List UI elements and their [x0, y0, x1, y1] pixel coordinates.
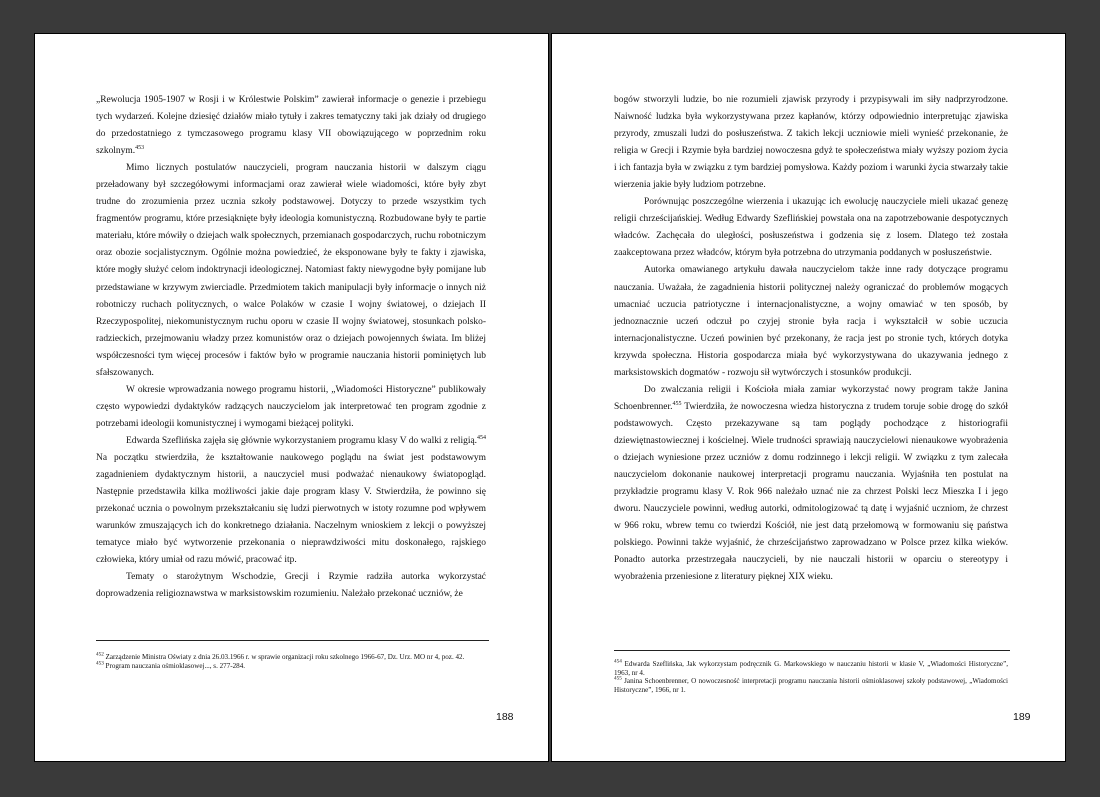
- footnote: $^{453}$ Program nauczania ośmioklasowej..., s. 277-284.: [96, 660, 246, 670]
- paragraph: Porównując poszczególne wierzenia i ukazując ich ewolucję nauczyciele mieli ukazać genezę religii chrześcijańskiej. Według Edwardy Szeflińskiej powstała ona na zapotrzebowanie despotycznych władców. Zachęcała do uległości, posłuszeństwa i godzenia się z losem. Dlatego też została zaakceptowana przez władców, którym była potrzebna do utrzymania poddanych w posłuszeństwie.: [614, 197, 1008, 259]
- footnote-reference: 453: [135, 145, 145, 151]
- footnote-separator: [614, 650, 1010, 651]
- paragraph: bogów stworzyli ludzie, bo nie rozumieli zjawisk przyrody i przypisywali im siły nadprzyrodzone. Naiwność ludzka była wykorzystywana przez kapłanów, którzy odpowiednio interpretując zjawiska przyrody, zmuszali ludzi do posłuszeństwa. Z takich lekcji uczniowie mieli wynieść przekonanie, że religia w Grecji i Rzymie była bardziej nowoczesna gdyż te społeczeństwa miały wyższy poziom życia i ich fantazja była w związku z tym bardziej pomysłowa. Każdy poziom i warunki życia stwarzały takie wierzenia jakie były ludziom potrzebne.: [614, 95, 1008, 191]
- footnote-number: 455: [614, 675, 622, 682]
- footnote-reference: 454: [477, 434, 486, 441]
- footnote: $^{452}$ Zarządzenie Ministra Oświaty z dnia 26.03.1966 r. w sprawie organizacji roku szkolnego 1966-67, Dz. Urz. MO nr 4, poz. 42.: [96, 651, 465, 661]
- paragraph: Autorka omawianego artykułu dawała nauczycielom także inne rady dotyczące programu nauczania. Uważała, że zagadnienia historii politycznej należy ograniczać do problemów mogących umacniać uczucia patriotyczne i internacjonalistyczne, a wojny omawiać w ten sposób, by jednoznacznie uczeń odczuł po czyjej stronie była racja i wykształcił w sobie uczucia internacjonalistyczne. Uczeń powinien być przekonany, że racja jest po stronie tych, których dotyka krzywda społeczna. Historia gospodarcza miała być wykorzystywana do ukazywania jednego z marksistowskich dogmatów - rozwoju sił wytwórczych i stosunków produkcji.: [614, 265, 1008, 378]
- paragraph: „Rewolucja 1905-1907 w Rosji i w Królestwie Polskim” zawierał informacje o genezie i przebiegu tych wydarzeń. Kolejne dziesięć działów miało tytuły i zakres tematyczny taki jak działy od drugiego do przedostatniego z tymczasowego programu klasy VII obowiązującego w poprzednim roku szkolnym.$^{453}$: [96, 95, 486, 157]
- footnote-number: 454: [614, 658, 622, 665]
- left-page-body: [96, 92, 486, 603]
- footnote: $^{454}$ Edwarda Szeflińska, Jak wykorzystam podręcznik G. Markowskiego w nauczaniu historii w klasie V, „Wiadomości Historyczne”, 1963, nr 4.: [614, 658, 1008, 677]
- paragraph: Tematy o starożytnym Wschodzie, Grecji i Rzymie radziła autorka wykorzystać doprowadzenia religioznawstwa w marksistowskim rozumieniu. Należało przekonać uczniów, że: [96, 572, 486, 600]
- paragraph: Do zwalczania religii i Kościoła miała zamiar wykorzystać nowy program także Janina Schoenbrenner.$^{455}$ Twierdziła, że nowoczesna wiedza historyczna z trudem toruje sobie drogę do szkół podstawowych. Często przekazywane są tam poglądy pochodzące z historiografii dziewiętnastowiecznej i kościelnej. Wiele trudności sprawiają nauczycielowi nienaukowe wyobrażenia o dziejach wyniesione przez uczniów z domu rodzinnego i lekcji religii. W związku z tym zalecała nauczycielom dokonanie naukowej interpretacji programu nauczania. Wyjaśniła ten postulat na przykładzie programu klasy V. Rok 966 należało uznać nie za chrzest Polski lecz Mieszka I i jego dworu. Nauczyciele powinni, według autorki, odmitologizować tą datę i wyjaśnić uczniom, że chrzest w 966 roku, wbrew temu co twierdzi Kościół, nie jest datą przełomową w formowaniu się państwa polskiego. Powinni także wyjaśnić, że chrześcijaństwo zaprowadzano w Polsce przez kilka wieków. Ponadto autorka przestrzegała nauczycieli, by nie nauczali historii w oparciu o stereotypy i wyobrażenia przeniesione z literatury pięknej XIX wieku.: [614, 384, 1008, 583]
- footnote: $^{455}$ Janina Schoenbrenner, O nowoczesność interpretacji programu nauczania historii ośmioklasowej szkoły podstawowej, „Wiadomości Historyczne”, 1966, nr 1.: [614, 675, 1008, 694]
- footnote-number: 453: [96, 660, 104, 667]
- footnote-reference: 455: [672, 400, 682, 407]
- paragraph: Edwarda Szeflińska zajęła się głównie wykorzystaniem programu klasy V do walki z religią.$^{454}$ Na początku stwierdziła, że kształtowanie naukowego poglądu na świat jest podstawowym zagadnieniem dydaktycznym historii, a nauczyciel musi podważać nienaukowy światopogląd. Następnie przedstawiła kilka możliwości jakie daje program klasy V. Stwierdziła, że powinno się przekonać ucznia o powolnym przekształcaniu się ludzi pierwotnych w istoty rozumne pod wpływem warunków zmuszających ich do konkretnego działania. Naczelnym wnioskiem z lekcji o powyższej tematyce miało być wytworzenie przekonania o nieprawdziwości mitu doskonałego, rajskiego człowieka, który umiał od razu mówić, pracować itp.: [96, 434, 486, 566]
- page-number: 188: [496, 711, 514, 723]
- left-page: [34, 33, 549, 762]
- right-page-footnotes: [614, 660, 1008, 694]
- footnote-separator: [96, 640, 489, 641]
- paragraph: W okresie wprowadzania nowego programu historii, „Wiadomości Historyczne” publikowały często wypowiedzi dydaktyków radzących nauczycielom jak interpretować ten program zgodnie z potrzebami ideologii komunistycznej i wymogami bieżącej polityki.: [96, 384, 486, 429]
- left-page-footnotes: [96, 653, 486, 670]
- footnote-number: 452: [96, 651, 104, 658]
- right-page-body: [614, 92, 1008, 586]
- page-number: 189: [1013, 711, 1031, 723]
- paragraph: Mimo licznych postulatów nauczycieli, program nauczania historii w dalszym ciągu przeładowany był szczegółowymi informacjami oraz zawierał wiele wiadomości, które były zbyt trudne do zrozumienia przez ucznia szkoły podstawowej. Dotyczy to przede wszystkim tych fragmentów programu, które przesiąknięte były ideologia komunistyczną. Rozbudowane były te partie materiału, które mówiły o dziejach walk społecznych, przemianach gospodarczych, ruchu robotniczym oraz obozie socjalistycznym. Ogólnie można powiedzieć, że eksponowane były te fakty i zjawiska, które mogły służyć celom indoktrynacji ideologicznej. Natomiast fakty niewygodne były pomijane lub przedstawiane w krzywym zwierciadle. Przedmiotem takich manipulacji były informacje o innych niż robotniczy ruchach politycznych, o walce Polaków w czasie I wojny światowej, o dziejach II Rzeczypospolitej, niekomunistycznym ruchu oporu w czasie II wojny światowej, stosunkach polsko-radzieckich, przejmowaniu władzy przez komunistów oraz o dziejach powojennych świata. Im bliżej współczesności tym więcej procesów i faktów było w programie nauczania historii pominiętych lub sfałszowanych.: [96, 163, 486, 378]
- right-page: [551, 33, 1066, 762]
